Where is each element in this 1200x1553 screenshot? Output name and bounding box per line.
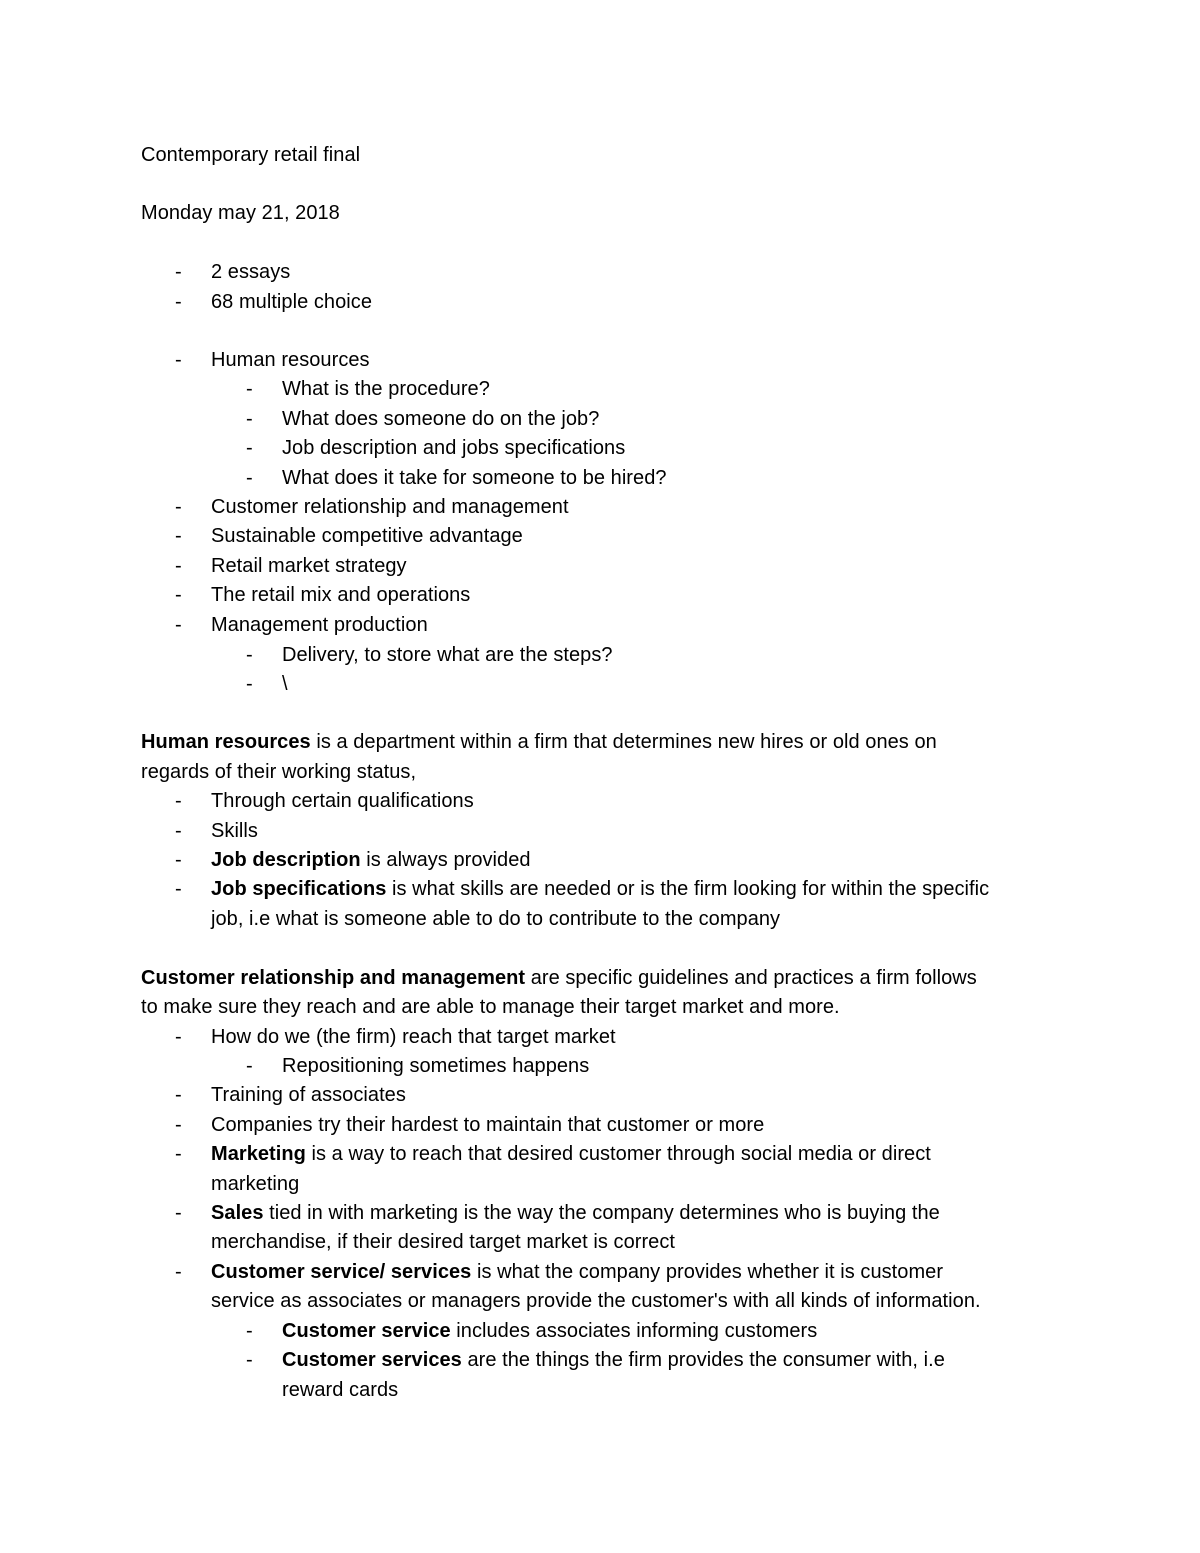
bullet-dash: -: [246, 467, 253, 489]
bullet-dash: -: [175, 261, 182, 283]
bullet-dash: -: [175, 1202, 182, 1224]
bullet-dash: -: [246, 1055, 253, 1077]
crm-def-text: are specific guidelines and practices a firm follows: [525, 967, 977, 989]
crm-bullet-text: is a way to reach that desired customer through social media or direct: [305, 1143, 931, 1165]
hr-bullet: Through certain qualifications: [211, 790, 474, 812]
bullet-dash: -: [175, 555, 182, 577]
customer-service-term: Customer service/ services: [211, 1261, 472, 1283]
crm-bullet-cont: marketing: [211, 1173, 300, 1195]
hr-bullet-text: is always provided: [360, 849, 531, 871]
bullet-dash: -: [246, 1320, 253, 1342]
bullet-dash: -: [175, 584, 182, 606]
hr-bullet: Skills: [211, 820, 258, 842]
hr-bullet: [211, 846, 531, 876]
topic-item: Customer relationship and management: [211, 496, 569, 518]
job-description-term: Job description: [211, 849, 361, 871]
bullet-dash: -: [175, 820, 182, 842]
bullet-dash: -: [175, 1026, 182, 1048]
bullet-dash: -: [175, 878, 182, 900]
exam-item: 2 essays: [211, 261, 291, 283]
bullet-dash: -: [175, 614, 182, 636]
crm-subbullet: [282, 1346, 945, 1376]
topic-item: Sustainable competitive advantage: [211, 525, 523, 547]
document-date: Monday may 21, 2018: [141, 202, 340, 224]
hr-bullet: [211, 875, 989, 905]
crm-subbullet-text: includes associates informing customers: [450, 1320, 818, 1342]
hr-definition-cont: regards of their working status,: [141, 761, 417, 783]
bullet-dash: -: [175, 1114, 182, 1136]
bullet-dash: -: [175, 525, 182, 547]
crm-bullet: Companies try their hardest to maintain that customer or more: [211, 1114, 765, 1136]
sales-term: Sales: [211, 1202, 264, 1224]
subtopic-item: What does someone do on the job?: [282, 408, 600, 430]
crm-bullet-text: tied in with marketing is the way the company determines who is buying the: [263, 1202, 940, 1224]
crm-bullet-text: is what the company provides whether it is customer: [471, 1261, 944, 1283]
crm-bullet: [211, 1140, 931, 1170]
bullet-dash: -: [175, 849, 182, 871]
hr-bullet-text: is what skills are needed or is the firm looking for within the specific: [386, 878, 990, 900]
hr-term: Human resources: [141, 731, 311, 753]
exam-item: 68 multiple choice: [211, 291, 372, 313]
bullet-dash: -: [175, 349, 182, 371]
subtopic-item: What is the procedure?: [282, 378, 490, 400]
hr-bullet-cont: job, i.e what is someone able to do to contribute to the company: [211, 908, 781, 930]
marketing-term: Marketing: [211, 1143, 306, 1165]
bullet-dash: -: [175, 1084, 182, 1106]
crm-subbullet-cont: reward cards: [282, 1379, 399, 1401]
crm-bullet-cont: merchandise, if their desired target market is correct: [211, 1231, 675, 1253]
crm-bullet-cont: service as associates or managers provide the customer's with all kinds of information.: [211, 1290, 981, 1312]
crm-subbullet: [282, 1317, 817, 1347]
bullet-dash: -: [246, 1349, 253, 1371]
crm-bullet: [211, 1199, 940, 1229]
crm-definition: [141, 964, 977, 994]
bullet-dash: -: [246, 437, 253, 459]
bullet-dash: -: [175, 291, 182, 313]
subtopic-item: What does it take for someone to be hired?: [282, 467, 667, 489]
crm-bullet: Training of associates: [211, 1084, 406, 1106]
bullet-dash: -: [246, 673, 253, 695]
subtopic-item: \: [282, 673, 288, 695]
bullet-dash: -: [246, 644, 253, 666]
customer-service-subterm: Customer service: [282, 1320, 451, 1342]
topic-item: The retail mix and operations: [211, 584, 471, 606]
crm-subbullet-text: are the things the firm provides the consumer with, i.e: [461, 1349, 945, 1371]
subtopic-item: Delivery, to store what are the steps?: [282, 644, 613, 666]
bullet-dash: -: [175, 1143, 182, 1165]
topic-item: Human resources: [211, 349, 370, 371]
crm-definition-cont: to make sure they reach and are able to manage their target market and more.: [141, 996, 840, 1018]
crm-subbullet: Repositioning sometimes happens: [282, 1055, 590, 1077]
bullet-dash: -: [175, 1261, 182, 1283]
hr-def-text: is a department within a firm that determines new hires or old ones on: [310, 731, 937, 753]
topic-item: Management production: [211, 614, 428, 636]
crm-bullet: How do we (the firm) reach that target market: [211, 1026, 616, 1048]
job-specifications-term: Job specifications: [211, 878, 387, 900]
bullet-dash: -: [246, 378, 253, 400]
customer-services-subterm: Customer services: [282, 1349, 462, 1371]
document-title: Contemporary retail final: [141, 144, 361, 166]
bullet-dash: -: [175, 790, 182, 812]
hr-definition: [141, 728, 937, 758]
bullet-dash: -: [246, 408, 253, 430]
bullet-dash: -: [175, 496, 182, 518]
crm-term: Customer relationship and management: [141, 967, 526, 989]
topic-item: Retail market strategy: [211, 555, 407, 577]
crm-bullet: [211, 1258, 943, 1288]
subtopic-item: Job description and jobs specifications: [282, 437, 626, 459]
